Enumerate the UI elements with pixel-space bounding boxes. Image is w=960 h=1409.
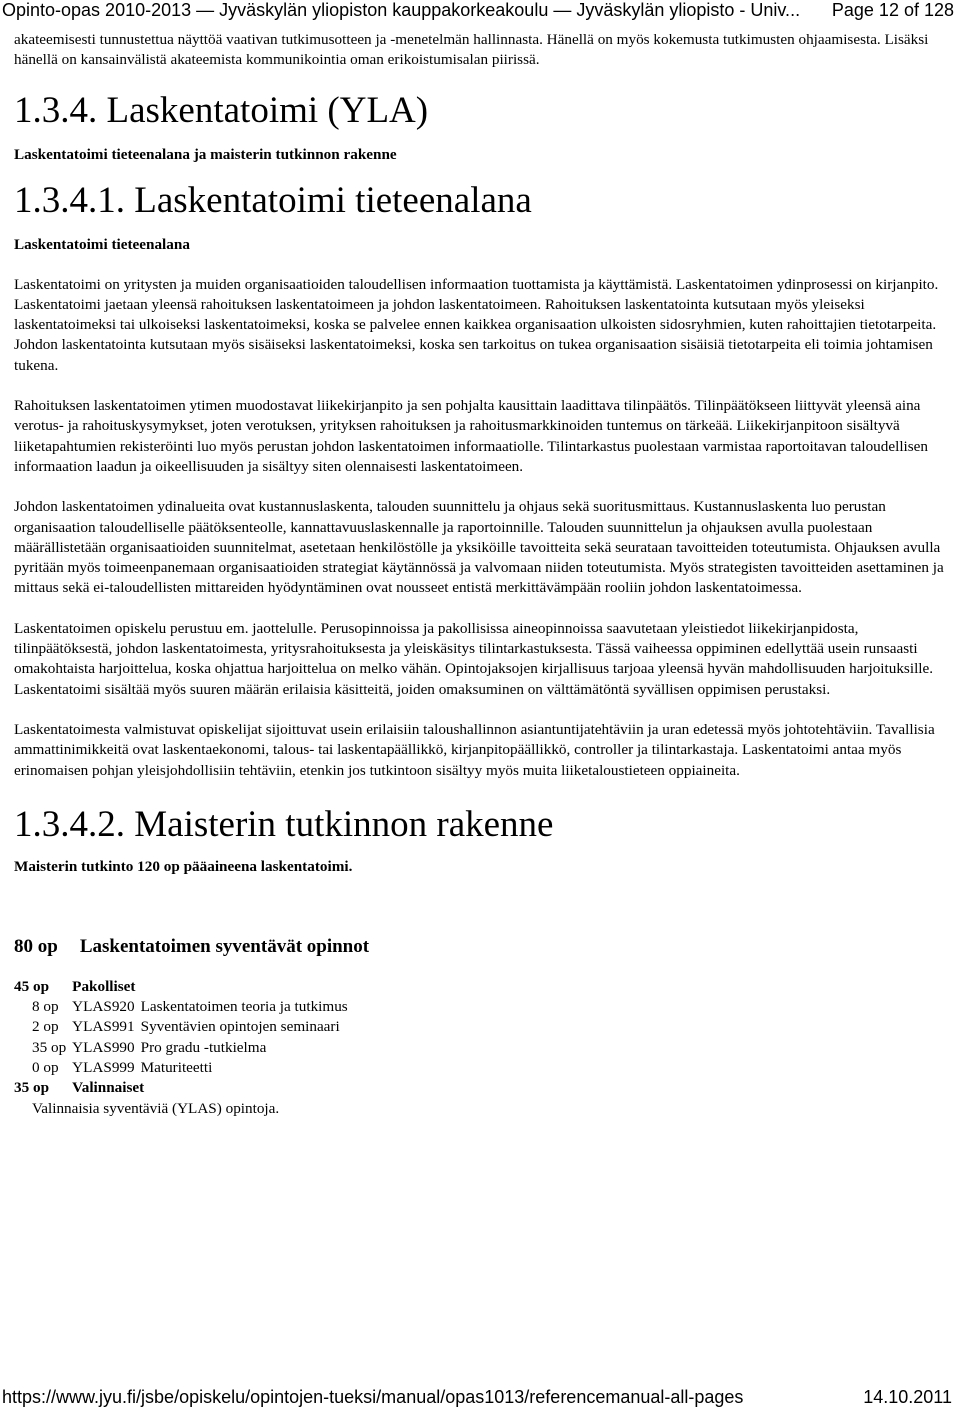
group-op: 45 op [14, 977, 50, 995]
course-code: YLAS999 [72, 1059, 135, 1077]
requirements-total-title: Laskentatoimen syventävät opinnot [79, 935, 370, 957]
course-name: Maturiteetti [140, 1059, 213, 1077]
course-code: YLAS920 [72, 998, 135, 1016]
intro-paragraph: akateemisesti tunnustettua näyttöä vaativan tutkimusotteen ja -menetelmän hallinnasta. Hänellä on myös kokemusta tutkimusten ohjaamisesta. Lisäksi hänellä on kansainvälistä akateemista kommunikointia oman erikoistumisalan piirissä. [14, 31, 929, 69]
course-row [14, 997, 354, 1017]
course-row [14, 1038, 354, 1058]
course-name: Laskentatoimen teoria ja tutkimus [140, 998, 348, 1016]
header-title: Opinto-opas 2010-2013 — Jyväskylän yliopiston kauppakorkeakoulu — Jyväskylän yliopisto - Univ... [2, 0, 801, 20]
header-page-number: Page 12 of 128 [831, 0, 954, 20]
section-subheading-1-3-4: Laskentatoimi tieteenalana ja maisterin tutkinnon rakenne [14, 145, 397, 163]
course-row [14, 1017, 354, 1037]
course-row [14, 1058, 354, 1078]
course-op: 35 op [32, 1038, 67, 1056]
requirement-group-row [14, 977, 354, 997]
document-content [14, 30, 944, 1119]
footer-url[interactable]: https://www.jyu.fi/jsbe/opiskelu/opintojen-tueksi/manual/opas1013/referencemanual-all-pages [2, 1387, 744, 1407]
group-name: Pakolliset [72, 977, 136, 995]
course-code: YLAS990 [72, 1038, 135, 1056]
course-name: Pro gradu -tutkielma [140, 1038, 267, 1056]
section-heading-1-3-4: 1.3.4. Laskentatoimi (YLA) [14, 89, 429, 131]
section-heading-1-3-4-1: 1.3.4.1. Laskentatoimi tieteenalana [14, 179, 532, 221]
requirements-heading [14, 935, 944, 959]
requirements-total-op: 80 op [14, 935, 58, 957]
group-description: Valinnaisia syventäviä (YLAS) opintoja. [32, 1099, 280, 1117]
course-op: 2 op [32, 1018, 59, 1036]
course-code: YLAS991 [72, 1018, 135, 1036]
course-op: 8 op [32, 998, 59, 1016]
requirement-group-row [14, 1078, 354, 1098]
section-subheading-1-3-4-1: Laskentatoimi tieteenalana [14, 235, 190, 253]
page-footer [0, 1385, 960, 1409]
requirements-table [14, 977, 354, 1099]
course-op: 0 op [32, 1059, 59, 1077]
body-paragraph: Rahoituksen laskentatoimen ytimen muodostavat liikekirjanpito ja sen pohjalta kausittain laadittava tilinpäätös. Tilinpäätökseen liittyvät yleensä aina verotus- ja rahoituskysymykset, joten verotuksen, yrityksen rahoituksen ja rahoitusmarkkinoiden tuntemus on tärkeää. Liikekirjanpitoon sisältyvä liiketapahtumien rekisteröinti luo myös perustan johdon laskentatoimen informaatiolle. Tilintarkastus puolestaan varmistaa raportoitavan taloudellisen informaation laadun ja oikeellisuuden ja sisältyy siten olennaisesti laskentatoimeen. [14, 397, 929, 475]
footer-date: 14.10.2011 [863, 1387, 952, 1407]
body-paragraph: Laskentatoimesta valmistuvat opiskelijat sijoittuvat usein erilaisiin taloushallinnon asiantuntijatehtäviin ja uran edetessä myös johtotehtäviin. Tavallisia ammattinimikkeitä ovat laskentaekonomi, talous- tai laskentapäällikkö, kirjanpitopäällikkö, controller ja tilintarkastaja. Laskentatoimi antaa myös erinomaisen pohjan yleisjohdollisiin tehtäviin, etenkin jos tutkintoon sisältyy myös muita liiketaloustieteen oppiaineita. [14, 720, 935, 779]
section-heading-1-3-4-2: 1.3.4.2. Maisterin tutkinnon rakenne [14, 803, 554, 845]
course-name: Syventävien opintojen seminaari [140, 1018, 340, 1036]
group-op: 35 op [14, 1079, 50, 1097]
group-name: Valinnaiset [72, 1079, 145, 1097]
body-paragraph: Laskentatoimen opiskelu perustuu em. jaottelulle. Perusopinnoissa ja pakollisissa aineopinnoissa saavutetaan yleistiedot liikekirjanpidosta, tilinpäätöksestä, johdon laskentatoimesta, yritysrahoituksesta ja yleiskäsitys tilintarkastuksesta. Tässä vaiheessa oppiminen edellyttää usein runsaasti omakohtaista harjoittelua, koska ohjattua harjoittelua on melko vähän. Opintojaksojen kirjallisuus tarjoaa yleensä hyvän mahdollisuuden harjoituksille. Laskentatoimi sisältää myös suuren määrän erilaisia käsitteitä, joiden omaksuminen on välttämätöntä syvällisen oppimisen perustaksi. [14, 619, 934, 698]
body-paragraph: Johdon laskentatoimen ydinalueita ovat kustannuslaskenta, talouden suunnittelu ja ohjaus sekä suoritusmittaus. Kustannuslaskenta luo perustan organisaation taloudelliselle päätöksenteolle, kannattavuuslaskennalle ja raportoinnille. Talouden suunnittelun ja ohjauksen avulla puolestaan määrällistetään organisaatioiden suunnitelmat, asetetaan henkilöstölle ja yksiköille tavoitteita sekä seurataan tavoitteiden toteutumista. Ohjauksen avulla pyritään myös toimeenpanemaan organisaatioiden strategiat käytännössä ja valvomaan niiden toteutumista. Myös strategisten tavoitteiden asettaminen ja mittaus sekä ei-taloudellisten mittareiden hyödyntäminen ovat nousseet entistä merkittävämpään rooliin johdon laskentatoimessa. [14, 498, 944, 597]
page-header [0, 0, 960, 22]
body-paragraph: Laskentatoimi on yritysten ja muiden organisaatioiden taloudellisen informaation tuottamista ja käyttämistä. Laskentatoimen ydinprosessi on kirjanpito. Laskentatoimi jaetaan yleensä rahoituksen laskentatoimeen ja johdon laskentatoimeen. Rahoituksen laskentatointa kutsutaan myös yleiseksi laskentatoimeksi tai ulkoiseksi laskentatoimeksi, koska se palvelee ennen kaikkea organisaation ulkoisten sidosryhmien, kuten rahoittajien tietotarpeita. Johdon laskentatointa kutsutaan myös sisäiseksi laskentatoimeksi, koska sen tarkoitus on tukea organisaation sisäisiä tietotarpeita eli toimia johtamisen tukena. [14, 275, 939, 374]
section-subheading-1-3-4-2: Maisterin tutkinto 120 op pääaineena laskentatoimi. [14, 857, 353, 875]
